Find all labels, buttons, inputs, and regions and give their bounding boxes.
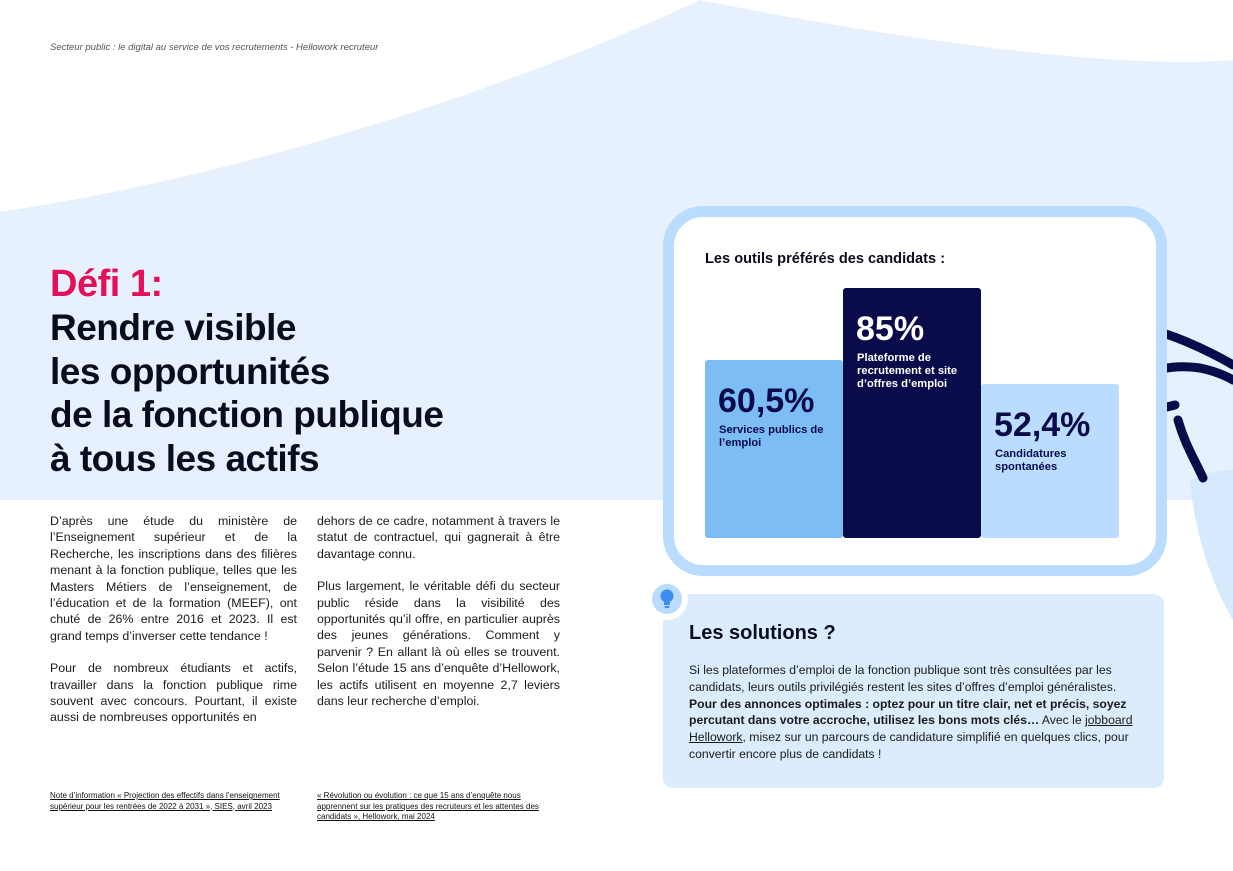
solutions-tips: Pour des annonces optimales : optez pour un titre clair, net et précis, soyez percutant dans votre accroche, utilisez les bons mots clés…: [689, 696, 1127, 728]
solutions-text: [689, 662, 1144, 763]
bar-value-label: 52,4%: [994, 406, 1091, 444]
paragraph: dehors de ce cadre, notamment à travers le statut de contractuel, qui gagnerait à être davantage connu.: [317, 514, 560, 561]
bar-category-label: Plateforme de recrutement et site d’offres d’emploi: [857, 352, 958, 390]
bar-category-label: Services publics de l’emploi: [719, 424, 824, 449]
running-header: Secteur public : le digital au service de vos recrutements - Hellowork recruteur: [50, 42, 379, 53]
solutions-conclusion: , misez sur un parcours de candidature simplifié en quelques clics, pour convertir encore plus de candidats !: [689, 730, 1129, 761]
paragraph: D’après une étude du ministère de l’Enseignement supérieur et de la Recherche, les inscriptions dans des filières menant à la fonction publique, telles que les Masters Métiers de l’enseignement, de l’éducation et de la formation (MEEF), ont chuté de 26% entre 2016 et 2023. Il est grand temps d’inverser cette tendance !: [50, 514, 297, 643]
chart-title: Les outils préférés des candidats :: [705, 251, 946, 267]
solutions-intro: Si les plateformes d’emploi de la fonction publique sont très consultées par les candidats, leurs outils privilégiés restent les sites d’offres d’emploi généralistes.: [689, 663, 1117, 694]
challenge-title: [50, 306, 570, 480]
footnote-middle[interactable]: « Révolution ou évolution : ce que 15 ans d’enquête nous apprennent sur les pratiques des recruteurs et les attentes des candidats », Hellowork, mai 2024: [317, 791, 539, 821]
paragraph: Pour de nombreux étudiants et actifs, travailler dans la fonction publique rime souvent avec concours. Pourtant, il existe aussi de nombreuses opportunités en: [50, 661, 297, 725]
lightbulb-icon: [658, 588, 676, 610]
paragraph: Plus largement, le véritable défi du secteur public réside dans la visibilité des opportunités qu’il offre, en particulier auprès des jeunes générations. Comment y parvenir ? En allant là où elles se trouvent. Selon l’étude 15 ans d’enquête d’Hellowork, les actifs utilisent en moyenne 2,7 leviers dans leur recherche d’emploi.: [317, 579, 560, 709]
title-line: à tous les actifs: [50, 437, 320, 479]
solutions-link-prefix: Avec le: [1039, 713, 1086, 728]
title-line: les opportunités: [50, 350, 330, 392]
jobboard-link[interactable]: jobboard Hellowork: [689, 713, 1133, 745]
page-title: [50, 262, 570, 480]
title-line: de la fonction publique: [50, 394, 444, 435]
challenge-number: Défi 1:: [50, 263, 163, 305]
bar-category-label: Candidatures spontanées: [995, 448, 1067, 473]
lightbulb-badge: [646, 578, 688, 620]
footnote-left[interactable]: Note d’information « Projection des effectifs dans l’enseignement supérieur pour les rentrées de 2022 à 2031 », SIES, avril 2023: [50, 791, 280, 811]
bar-value-label: 60,5%: [718, 382, 815, 420]
bar-value-label: 85%: [856, 310, 925, 348]
title-line: Rendre visible: [50, 307, 296, 348]
body-column-left: [50, 513, 297, 742]
body-column-middle: [317, 513, 560, 725]
solutions-title: Les solutions ?: [689, 622, 836, 644]
